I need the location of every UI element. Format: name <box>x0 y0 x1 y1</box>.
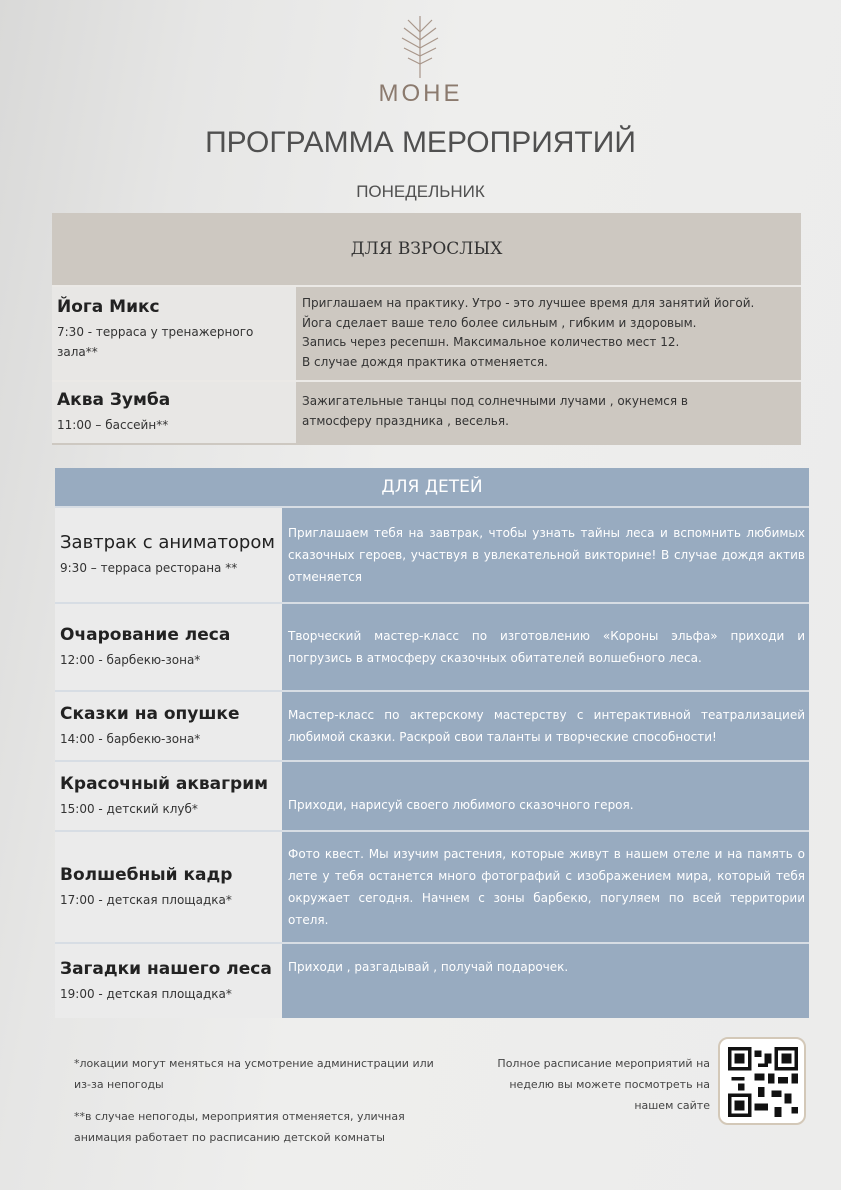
event-description: Творческий мастер-класс по изготовлению «Короны эльфа» приходи и погрузись в атмосферу сказочных обитателей волшебного леса. <box>288 629 805 665</box>
event-location: 19:00 - детская площадка* <box>60 986 232 1001</box>
event-name: Волшебный кадр <box>60 864 233 885</box>
event-description: Приглашаем тебя на завтрак, чтобы узнать тайны леса и вспомнить любимых сказочных героев, участвуя в увлекательной викторине! В случае дождя актив отменяется <box>288 526 805 584</box>
table-row <box>55 692 809 762</box>
page-title: ПРОГРАММА МЕРОПРИЯТИЙ <box>205 126 636 159</box>
table-row <box>55 832 809 944</box>
event-description: Зажигательные танцы под солнечными лучами , окунемся в атмосферу праздника , веселья. <box>302 394 688 428</box>
site-note: Полное расписание мероприятий на неделю вы можете посмотреть на нашем сайте <box>497 1057 710 1112</box>
event-name: Загадки нашего леса <box>60 958 272 979</box>
event-description: Приходи, нарисуй своего любимого сказочного героя. <box>288 798 634 812</box>
description-line: Йога сделает ваше тело более сильным , гибким и здоровым. <box>302 315 697 330</box>
event-description: Приходи , разгадывай , получай подарочек. <box>288 960 569 974</box>
event-description <box>296 287 801 380</box>
event-name: Завтрак с аниматором <box>60 532 275 553</box>
footnote-locations: *локации могут меняться на усмотрение администрации или из-за непогоды <box>74 1057 434 1091</box>
description-line: Приглашаем на практику. Утро - это лучшее время для занятий йогой. <box>302 296 755 310</box>
event-location: 14:00 - барбекю-зона* <box>60 731 201 746</box>
adults-header: ДЛЯ ВЗРОСЛЫХ <box>350 239 503 259</box>
event-name: Очарование леса <box>60 624 231 645</box>
event-description: Мастер-класс по актерскому мастерству с интерактивной театрализацией любимой сказки. Раскрой свои таланты и творческие способности! <box>288 708 805 744</box>
footnote-weather: **в случае непогоды, мероприятия отменяется, уличная анимация работает по расписанию детской комнаты <box>74 1110 405 1144</box>
brand-name: МОНЕ <box>378 80 463 107</box>
day-subtitle: ПОНЕДЕЛЬНИК <box>356 182 485 201</box>
table-row <box>55 508 809 604</box>
event-location: 7:30 - терраса у тренажерного зала** <box>57 325 254 359</box>
event-location: 12:00 - барбекю-зона* <box>60 652 201 667</box>
table-row <box>55 604 809 692</box>
event-name: Йога Микс <box>57 297 160 317</box>
palm-leaf-icon <box>390 12 450 78</box>
description-line: В случае дождя практика отменяется. <box>302 354 548 369</box>
kids-section <box>55 468 809 1018</box>
event-name: Сказки на опушке <box>60 703 240 724</box>
description-line: Запись через ресепшн. Максимальное количество мест 12. <box>302 335 680 349</box>
event-name: Красочный аквагрим <box>60 773 269 794</box>
event-location: 15:00 - детский клуб* <box>60 801 198 816</box>
event-location: 11:00 – бассейн** <box>57 418 169 432</box>
event-name: Аква Зумба <box>57 390 171 410</box>
table-row <box>55 944 809 1018</box>
event-location: 17:00 - детская площадка* <box>60 892 232 907</box>
table-row <box>52 380 801 443</box>
adults-section <box>52 213 801 445</box>
event-description: Фото квест. Мы изучим растения, которые живут в нашем отеле и на память о лете у тебя останется много фотографий с изображением мира, который тебя окружает сегодня. Начнем с зоны барбекю, погуляем по всей территории отеля. <box>288 847 805 927</box>
table-row <box>52 285 801 380</box>
event-location: 9:30 – терраса ресторана ** <box>60 561 238 575</box>
table-row <box>55 762 809 832</box>
kids-header: ДЛЯ ДЕТЕЙ <box>55 468 809 508</box>
qr-code-icon[interactable] <box>718 1037 806 1125</box>
